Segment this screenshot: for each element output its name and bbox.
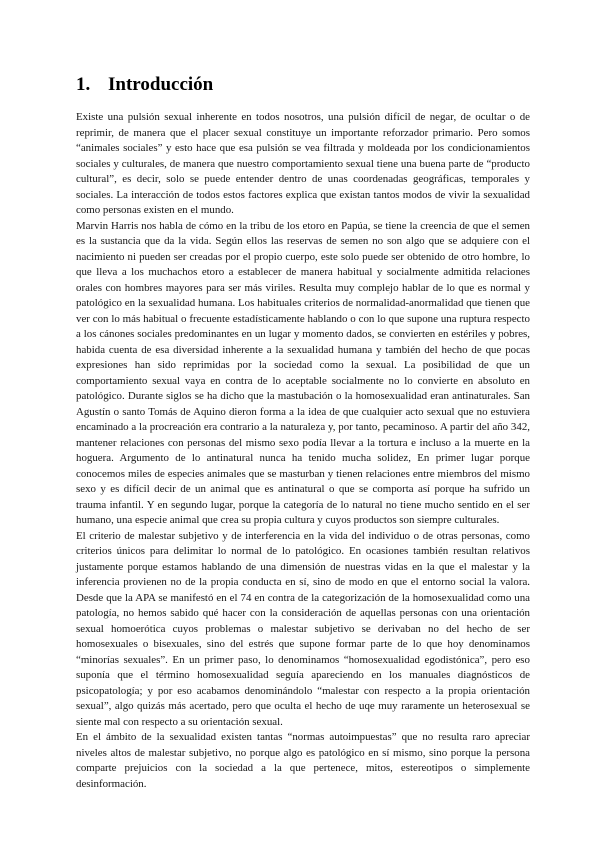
paragraph: Existe una pulsión sexual inherente en todos nosotros, una pulsión difícil de negar, de ocultar o de reprimir, de manera que el placer sexual constituye un importante reforzador primario. Pero somos “animales sociales” y esto hace que esa pulsión se vea filtrada y moldeada por los condicionamientos sociales y culturales, de manera que nuestro comportamiento sexual tiene una buena parte de “producto cultural”, es decir, solo se puede entender dentro de unas coordenadas geográficas, temporales y sociales. La interacción de todos estos factores explica que existan tantos modos de vivir la sexualidad como personas existen en el mundo. bbox=[76, 111, 530, 216]
section-number: 1. bbox=[76, 74, 91, 95]
section-heading bbox=[76, 74, 213, 96]
paragraph: Marvin Harris nos habla de cómo en la tribu de los etoro en Papúa, se tiene la creencia de que el semen es la sustancia que da la vida. Según ellos las reservas de semen no son algo que se adquiere con el nacimiento ni pueden ser creadas por el propio cuerpo, este solo puede ser obtenido de otro hombre, lo que lleva a los muchachos etoro a establecer de manera habitual y socialmente admitida relaciones orales con hombres mayores para ser más viriles. Resulta muy complejo hablar de lo que es normal y patológico en la sexualidad humana. Los habituales criterios de normalidad-anormalidad que tienen que ver con lo más habitual o frecuente estadísticamente hablando o con lo que supone una ruptura respecto a los cánones sociales predominantes en un lugar y momento dados, se convierten en estériles y pobres, habida cuenta de esa diversidad inherente a la sexualidad humana y también del hecho de que pocas expresiones han sido reprimidas por la sociedad como la sexual. La posibilidad de que un comportamiento sexual vaya en contra de lo aceptable socialmente no lo convierte en absoluto en patológico. Durante siglos se ha dicho que la mastubación o la homosexualidad eran antinaturales. San Agustín o santo Tomás de Aquino dieron forma a la idea de que cualquier acto sexual que no estuviera encaminado a la procreación era contrario a la naturaleza y, por tanto, pecaminoso. A partir del año 342, mantener relaciones con personas del mismo sexo podía llevar a la tortura e incluso a la muerte en la hoguera. Argumento de lo antinatural nunca ha tenido mucha solidez, En primer lugar porque conocemos miles de especies animales que se masturban y tienen relaciones entre miembros del mismo sexo y es difícil decir de un animal que es antinatural o que se comporta así porque ha sufrido un trauma infantil. Y en segundo lugar, porque la categoría de lo natural no tiene mucho sentido en el ser humano, una especie animal que crea su propia cultura y cuyos productos son siempre culturales. bbox=[76, 219, 530, 526]
paragraph: El criterio de malestar subjetivo y de interferencia en la vida del individuo o de otras personas, como criterios únicos para delimitar lo normal de lo patológico. En ocasiones también resultan relativos justamente porque estamos hablando de una dimensión de nuestras vidas en la que el malestar y la inferencia provienen no de la propia conducta en sí, sino de modo en que el entorno social la valora. Desde que la APA se manifestó en el 74 en contra de la categorización de la homosexualidad como una patología, no hemos sabido qué hacer con la consideración de aquellas personas con una orientación sexual homoerótica cuyos problemas o malestar subjetivo se derivaban no del hecho de ser homosexuales o bisexuales, sino del estrés que supone formar parte de lo que hoy denominamos “minorías sexuales”. En un primer paso, lo denominamos “homosexualidad egodistónica”, pero eso suponía que el término homosexualidad seguía apareciendo en los manuales diagnósticos de psicopatología; y por eso acabamos denominándolo “malestar con respecto a la propia orientación sexual”, algo quizás más acertado, pero que oculta el hecho de uqe muy raramente un heterosexual se siente mal con respecto a su orientación sexual. bbox=[76, 529, 530, 728]
body-text bbox=[76, 110, 530, 792]
paragraph: En el ámbito de la sexualidad existen tantas “normas autoimpuestas” que no resulta raro apreciar niveles altos de malestar subjetivo, no porque algo es patológico en sí mismo, sino porque la persona comparte prejuicios con la sociedad a la que pertenece, mitos, estereotipos o simplemente desinformación. bbox=[76, 731, 530, 790]
section-title: Introducción bbox=[108, 74, 214, 95]
